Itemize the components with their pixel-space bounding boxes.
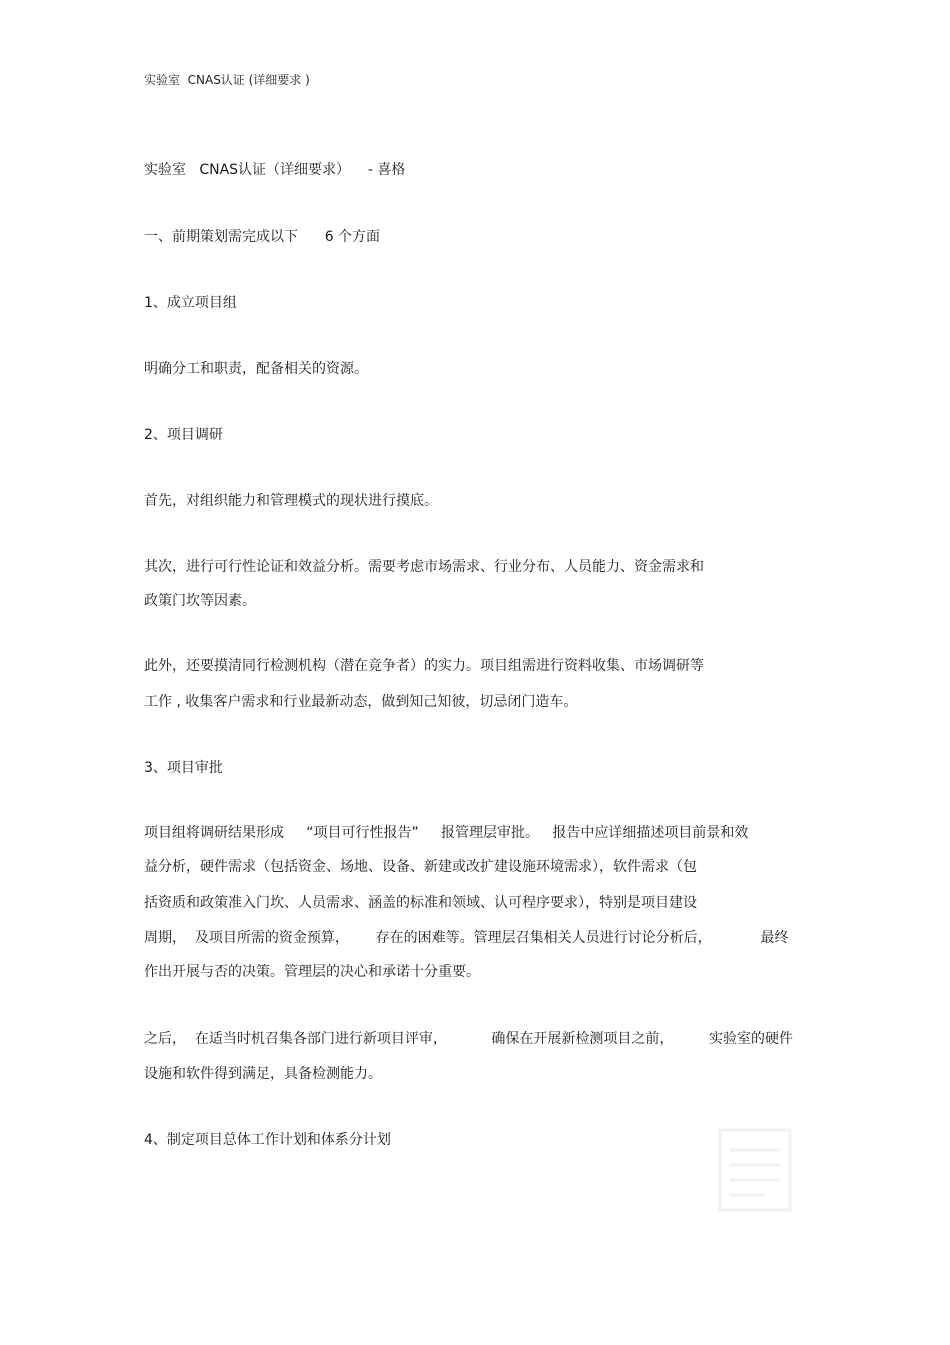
- paragraph-line: 作出开展与否的决策。管理层的决心和承诺十分重要。: [144, 964, 480, 980]
- paragraph-line: 此外，还要摸清同行检测机构（潜在竞争者）的实力。项目组需进行资料收集、市场调研等: [144, 658, 704, 674]
- paragraph-line: 明确分工和职责，配备相关的资源。: [144, 361, 368, 377]
- paragraph-line: 项目组将调研结果形成 “项目可行性报告” 报管理层审批。 报告中应详细描述项目前景和效: [144, 825, 749, 841]
- paragraph-line: 之后， 在适当时机召集各部门进行新项目评审， 确保在开展新检测项目之前， 实验室的硬件: [144, 1031, 794, 1047]
- paragraph-line: 工作 , 收集客户需求和行业最新动态，做到知己知彼，切忌闭门造车。: [144, 694, 578, 710]
- item-heading: 1、成立项目组: [144, 295, 237, 311]
- watermark-graphic: [700, 1110, 810, 1230]
- section-heading: 一、前期策划需完成以下 6 个方面: [144, 229, 381, 245]
- item-heading: 3、项目审批: [144, 760, 223, 776]
- paragraph-line: 周期， 及项目所需的资金预算， 存在的困难等。管理层召集相关人员进行讨论分析后， 最终: [144, 930, 789, 946]
- item-heading: 4、制定项目总体工作计划和体系分计划: [144, 1132, 391, 1148]
- item-heading: 2、项目调研: [144, 427, 223, 443]
- paragraph-line: 政策门坎等因素。: [144, 593, 256, 609]
- paragraph-line: 设施和软件得到满足，具备检测能力。: [144, 1066, 382, 1082]
- paragraph-line: 括资质和政策准入门坎、人员需求、涵盖的标准和领域、认可程序要求），特别是项目建设: [144, 895, 697, 911]
- paragraph-line: 首先，对组织能力和管理模式的现状进行摸底。: [144, 493, 438, 509]
- paragraph-line: 其次，进行可行性论证和效益分析。需要考虑市场需求、行业分布、人员能力、资金需求和: [144, 559, 704, 575]
- running-header: 实验室 CNAS认证 (详细要求 ): [144, 73, 310, 87]
- document-title: 实验室 CNAS认证（详细要求） - 喜格: [144, 162, 406, 178]
- paragraph-line: 益分析，硬件需求（包括资金、场地、设备、新建或改扩建设施环境需求），软件需求（包: [144, 859, 697, 875]
